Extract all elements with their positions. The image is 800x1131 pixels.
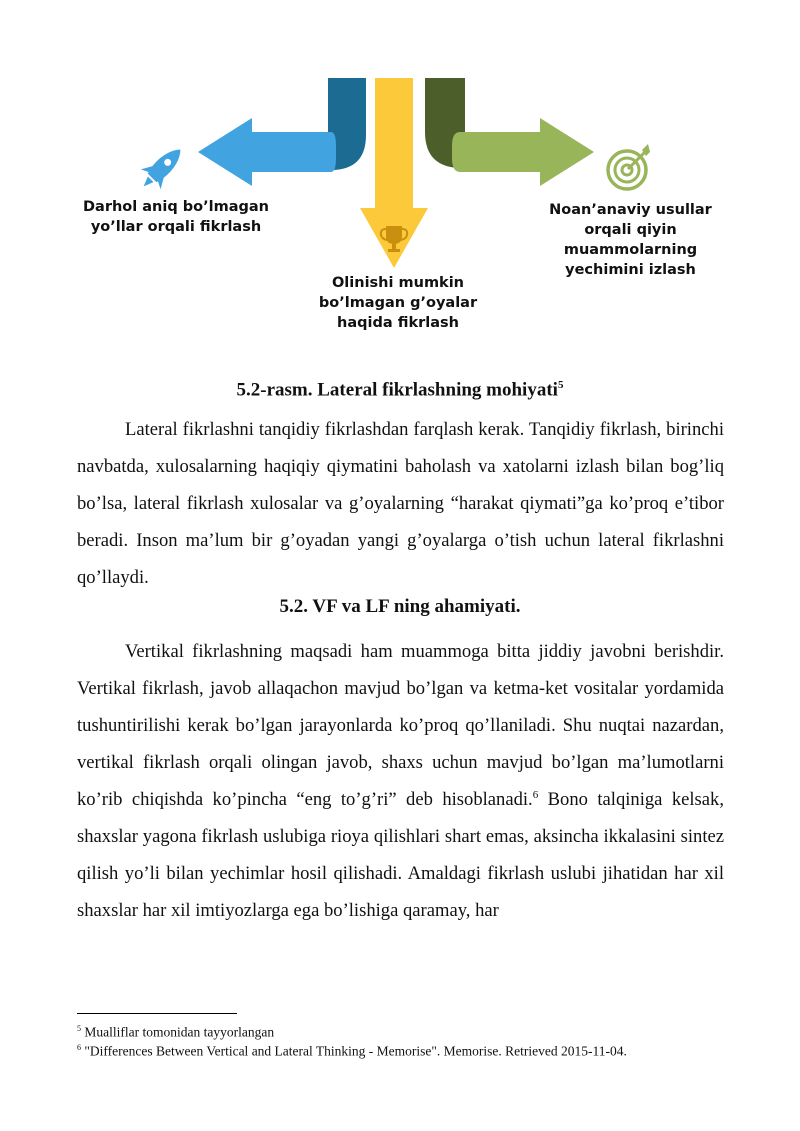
footnote-ref-6: 6 xyxy=(532,788,539,801)
diagram-label-left: Darhol aniq bo’lmagan yo’llar orqali fikrlash xyxy=(83,199,269,235)
footnote-ref-5: 5 xyxy=(557,379,564,391)
diagram-label-center: Olinishi mumkin bo’lmagan g’oyalar haqida fikrlash xyxy=(318,275,478,331)
footnote-number: 5 xyxy=(77,1024,81,1033)
diagram-label-right: Noan’anaviy usullar orqali qiyin muammolarning yechimini izlash xyxy=(549,202,712,278)
footnote-number: 6 xyxy=(77,1043,81,1052)
section-heading: 5.2. VF va LF ning ahamiyati. xyxy=(279,596,521,617)
left-arrow xyxy=(198,118,336,186)
footnote-text: "Differences Between Vertical and Lateral Thinking - Memorise". Memorise. Retrieved 2015-11-04. xyxy=(84,1043,627,1059)
footnote-text: Mualliflar tomonidan tayyorlangan xyxy=(84,1024,275,1040)
footnote-separator xyxy=(77,1013,237,1014)
rocket-icon xyxy=(134,140,191,197)
paragraph-1: Lateral fikrlashni tanqidiy fikrlashdan farqlash kerak. Tanqidiy fikrlash, birinchi navbatda, xulosalarning haqiqiy qiymatini baholash va xatolarni izlash bilan bog’liq bo’lsa, lateral fikrlash xulosalar va g’oyalarning “harakat qiymati”ga ko’proq e’tibor beradi. Inson ma’lum bir g’oyadan yangi g’oyalarga o’tish uchun lateral fikrlashni qo’llaydi. xyxy=(77,419,724,588)
paragraph-2-part-2: Bono talqiniga kelsak, shaxslar yagona fikrlash uslubiga rioya qilishlari shart emas, aksincha ikkalasini sintez qilish yo’li bilan yechimlar hosil qilishadi. Amaldagi fikrlash uslubi jihatidan har xil shaxslar har xil imtiyozlarga ega bo’lishiga qaramay, har xyxy=(77,789,724,921)
figure-caption xyxy=(0,379,800,401)
footnote-6 xyxy=(77,1039,627,1060)
target-icon xyxy=(608,144,650,189)
paragraph-2 xyxy=(77,633,724,929)
figure-caption-text: 5.2-rasm. Lateral fikrlashning mohiyati xyxy=(236,379,558,401)
right-arrow xyxy=(452,118,594,186)
footnote-5 xyxy=(77,1020,274,1041)
paragraph-2-part-1: Vertikal fikrlashning maqsadi ham muammoga bitta jiddiy javobni berishdir. Vertikal fikrlash, javob allaqachon mavjud bo’lgan va ketma-ket vositalar yordamida tushuntirilishi kerak bo’lgan jarayonlarda ko’proq qo’llaniladi. Shu nuqtai nazardan, vertikal fikrlash orqali olingan javob, shaxs uchun mavjud bo’lgan ma’lumotlarni ko’rib chiqishda ko’pincha “eng to’g’ri” deb hisoblanadi. xyxy=(77,641,724,810)
